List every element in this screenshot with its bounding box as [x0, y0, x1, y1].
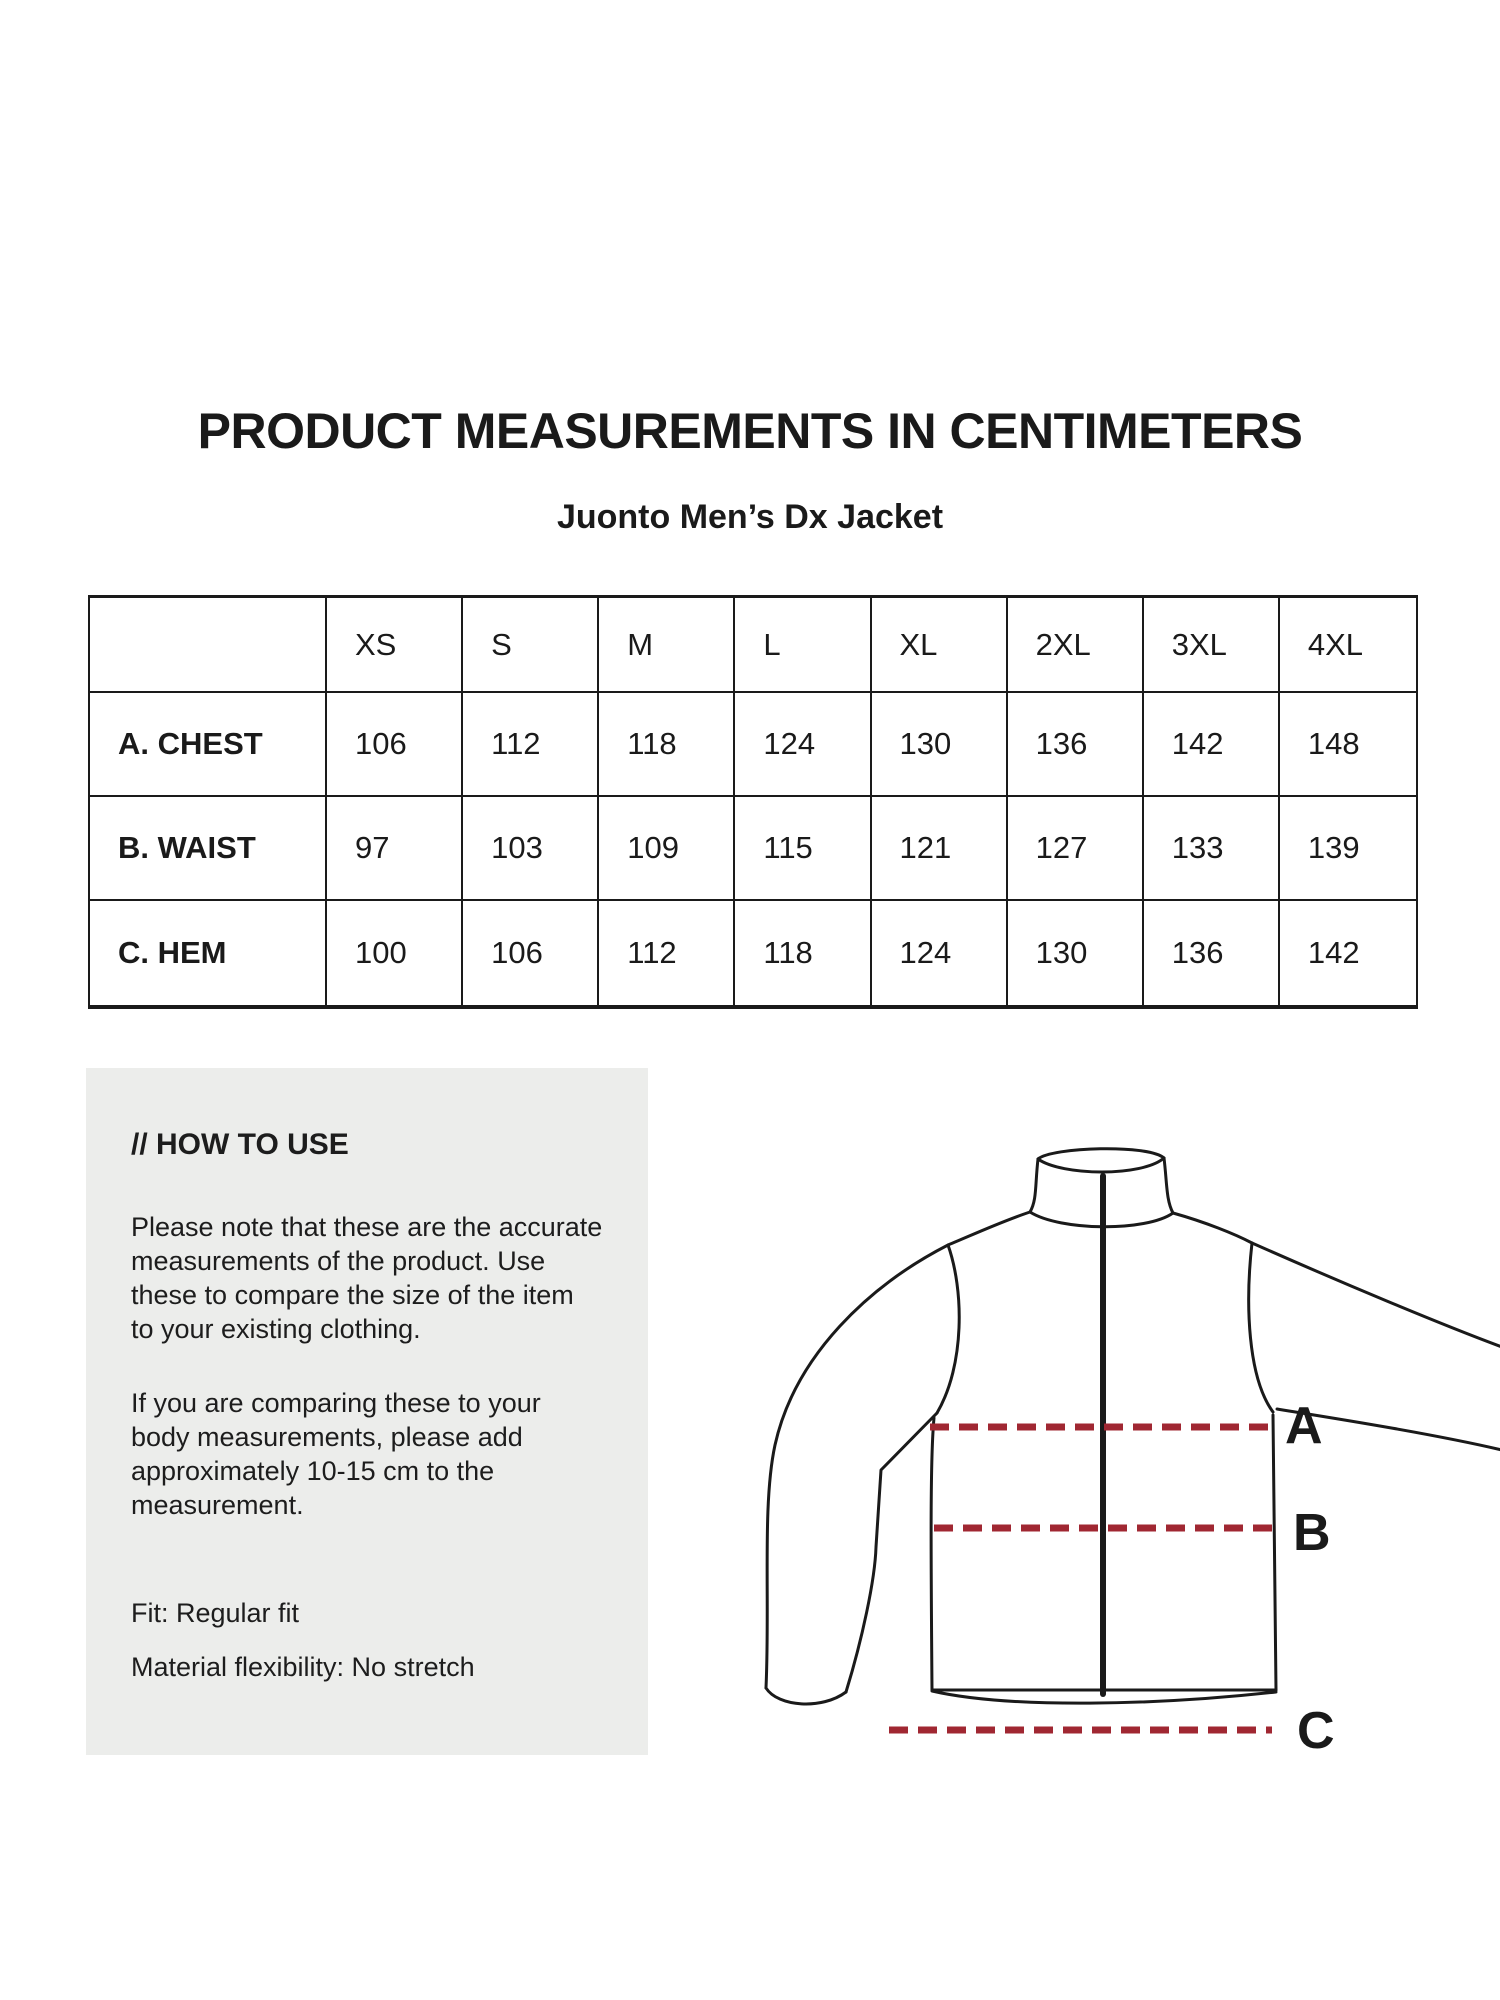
measurement-value-cell: 130	[872, 693, 1008, 797]
measurement-value-cell: 136	[1008, 693, 1144, 797]
right-armhole-seam	[1249, 1243, 1273, 1412]
collar-right-edge	[1164, 1158, 1173, 1213]
page-title: PRODUCT MEASUREMENTS IN CENTIMETERS	[197, 403, 1303, 459]
chest-label: A	[1285, 1397, 1323, 1455]
body-right-edge	[1273, 1415, 1276, 1690]
left-sleeve-cuff	[766, 1688, 846, 1704]
measurement-value-cell: 118	[599, 693, 735, 797]
waist-label: B	[1293, 1504, 1331, 1562]
how-to-use-paragraph: Please note that these are the accurate measurements of the product. Use these to compare the size of the item to your existing clothing.	[131, 1212, 603, 1344]
measurement-value-cell: 112	[599, 901, 735, 1005]
collar-left-edge	[1030, 1159, 1038, 1212]
measurement-value-cell: 142	[1307, 935, 1360, 970]
how-to-use-heading: // HOW TO USE	[131, 1128, 349, 1161]
measurement-value-cell: 148	[1280, 693, 1416, 797]
measurement-value-cell: 97	[327, 797, 463, 901]
measurement-value-cell: 139	[1280, 797, 1416, 901]
measurement-value-cell: 109	[599, 797, 735, 901]
body-left-edge	[931, 1418, 934, 1690]
measurement-value-cell: 106	[463, 901, 599, 1005]
left-sleeve-outer-edge	[766, 1245, 948, 1688]
collar-opening-outline	[1038, 1158, 1164, 1172]
hem-label: C	[1297, 1702, 1335, 1760]
size-column-header: M	[599, 598, 735, 693]
size-column-header: 2XL	[1008, 598, 1144, 693]
size-column-header: 3XL	[1144, 598, 1280, 693]
measurement-row-label: B. WAIST	[90, 797, 327, 901]
left-sleeve-inner-edge	[846, 1413, 937, 1692]
measurement-row-label: C. HEM	[90, 901, 327, 1005]
measurement-value-cell: 115	[735, 797, 871, 901]
left-shoulder-seam	[948, 1212, 1030, 1245]
measurement-value-cell: 118	[735, 901, 871, 1005]
measurement-value-cell: 103	[463, 797, 599, 901]
table-corner-cell	[90, 598, 327, 693]
size-table	[88, 595, 1418, 1009]
measurement-value-cell: 124	[735, 693, 871, 797]
right-sleeve-top-edge	[1252, 1243, 1500, 1347]
size-column-header: L	[735, 598, 871, 693]
measurement-value-cell: 142	[1144, 693, 1280, 797]
product-name-subtitle: Juonto Men’s Dx Jacket	[556, 498, 944, 536]
material-info: Material flexibility: No stretch	[131, 1652, 475, 1682]
size-column-header: XS	[327, 598, 463, 693]
collar-top-outline	[1038, 1149, 1164, 1159]
right-shoulder-seam	[1173, 1213, 1252, 1243]
measurement-value-cell: 133	[1144, 797, 1280, 901]
measurement-value-cell: 100	[327, 901, 463, 1005]
measurement-value-cell: 124	[872, 901, 1008, 1005]
measurement-value-cell: 121	[872, 797, 1008, 901]
measurement-value-cell: 127	[1008, 797, 1144, 901]
size-column-header: 4XL	[1280, 598, 1416, 693]
measurement-value-cell: 112	[463, 693, 599, 797]
measurement-value-cell: 130	[1008, 901, 1144, 1005]
size-column-header: XL	[872, 598, 1008, 693]
left-armhole-seam	[937, 1245, 959, 1413]
jacket-diagram	[560, 1060, 1500, 1800]
measurement-row-label: A. CHEST	[90, 693, 327, 797]
how-to-use-paragraph: If you are comparing these to your body measurements, please add approximately 10-15 cm to the measurement.	[131, 1388, 541, 1520]
fit-info: Fit: Regular fit	[131, 1598, 300, 1628]
measurement-value-cell: 106	[327, 693, 463, 797]
measurement-value-cell: 136	[1144, 901, 1280, 1005]
size-column-header: S	[463, 598, 599, 693]
